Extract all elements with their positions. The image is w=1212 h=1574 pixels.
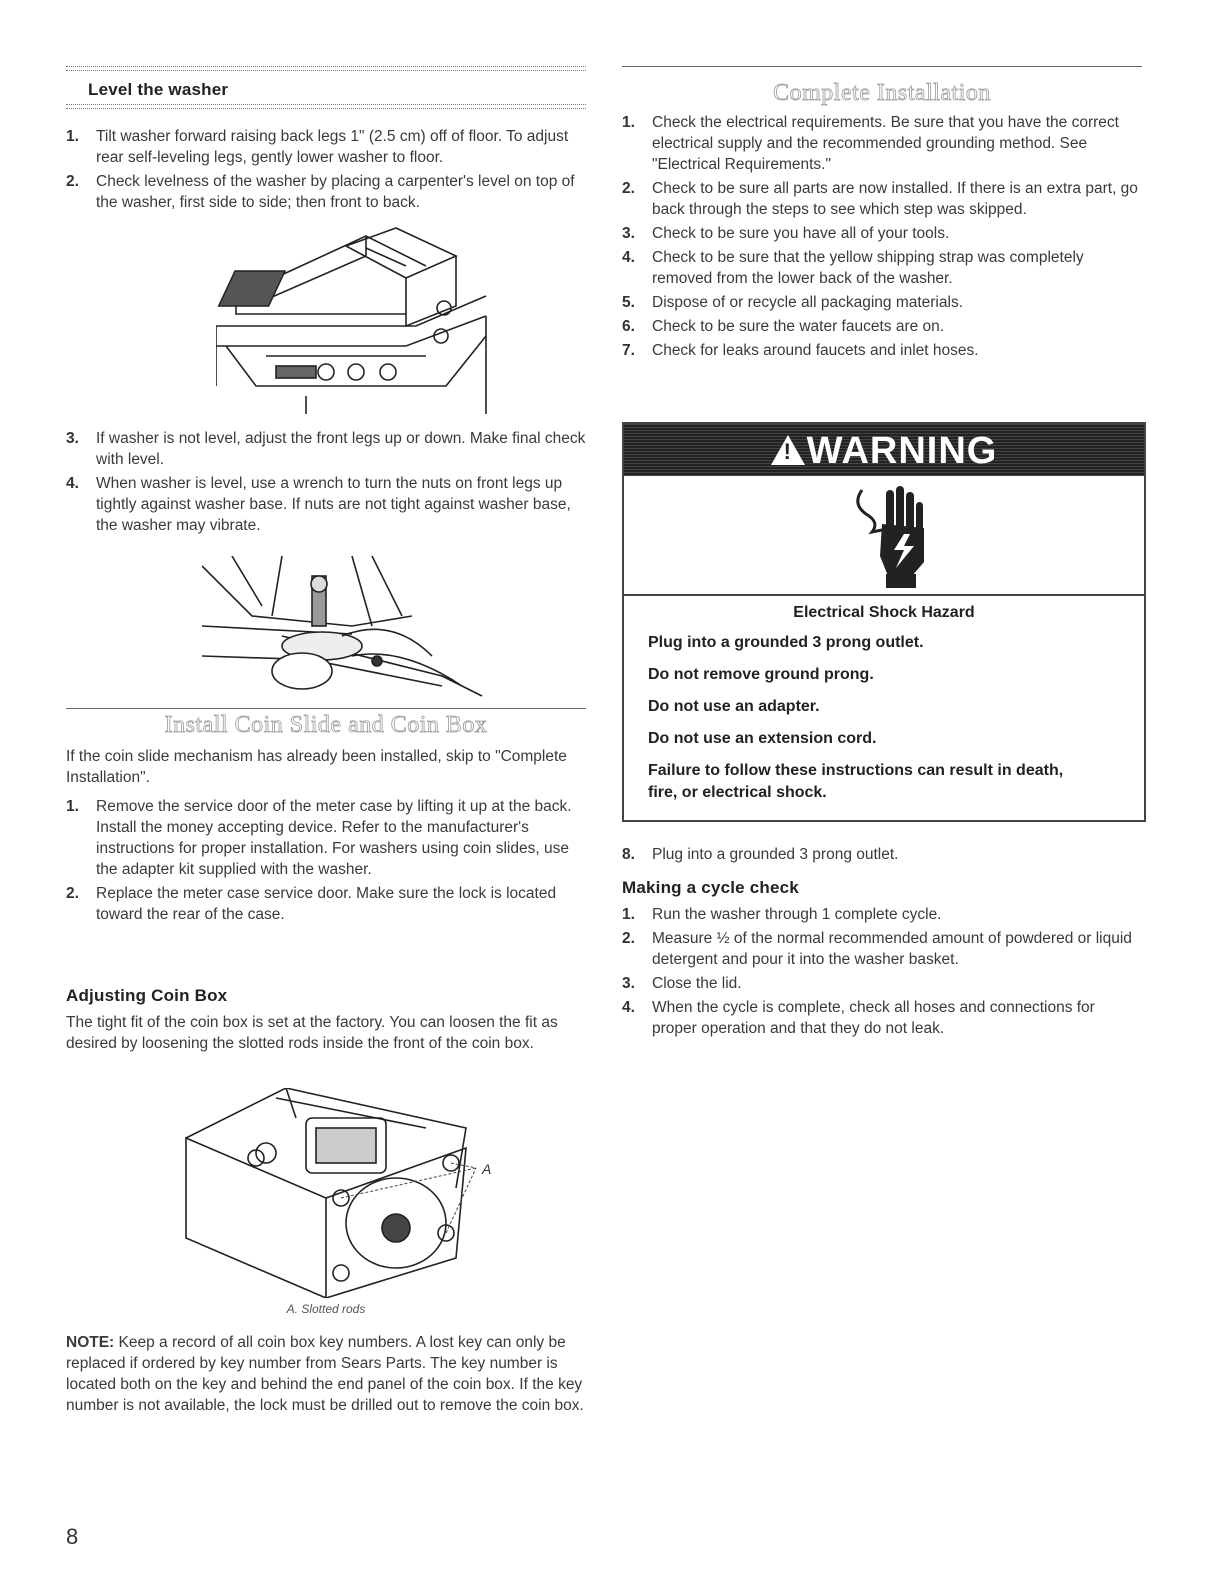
- list-item: [66, 126, 586, 168]
- list-number: 1.: [622, 114, 635, 131]
- list-text: Run the washer through 1 complete cycle.: [652, 906, 942, 923]
- warning-line: Plug into a grounded 3 prong outlet.: [648, 634, 924, 651]
- warning-line: Do not use an extension cord.: [648, 730, 877, 747]
- step-8-list: [622, 844, 1142, 868]
- list-text: If washer is not level, adjust the front legs up or down. Make final check with level.: [96, 430, 586, 468]
- list-item: [622, 904, 1142, 925]
- list-item: [622, 997, 1142, 1039]
- list-number: 3.: [622, 225, 635, 242]
- list-number: 3.: [622, 975, 635, 992]
- warning-title-text: WARNING: [806, 430, 998, 472]
- list-item: [622, 223, 1142, 244]
- list-text: Check to be sure you have all of your tools.: [652, 225, 950, 242]
- list-number: 6.: [622, 318, 635, 335]
- list-text: When the cycle is complete, check all hoses and connections for proper operation and that they do not leak.: [652, 999, 1095, 1037]
- section-rule: [66, 708, 586, 709]
- note-label: NOTE:: [66, 1334, 115, 1351]
- coin-steps-list: [66, 796, 586, 928]
- list-text: Check levelness of the washer by placing a carpenter's level on top of the washer, first side to side; then front to back.: [96, 173, 575, 211]
- warning-icon-area: [624, 476, 1144, 596]
- list-text: Measure ½ of the normal recommended amount of powdered or liquid detergent and pour it into the washer basket.: [652, 930, 1132, 968]
- list-number: 2.: [622, 930, 635, 947]
- list-item: [622, 340, 1142, 361]
- list-item: [622, 112, 1142, 175]
- cycle-steps-list: [622, 904, 1142, 1042]
- warning-line: fire, or electrical shock.: [648, 784, 827, 801]
- warning-title: [624, 430, 1144, 473]
- list-text: Check to be sure the water faucets are on.: [652, 318, 945, 335]
- note-paragraph: [66, 1332, 586, 1416]
- warning-line: Failure to follow these instructions can result in death,: [648, 762, 1064, 779]
- list-item: [622, 973, 1142, 994]
- warning-line: Do not use an adapter.: [648, 698, 820, 715]
- adjusting-coin-box-heading: Adjusting Coin Box: [66, 986, 228, 1005]
- list-text: Remove the service door of the meter case by lifting it up at the back. Install the money accepting device. Refer to the manufacturer's instructions for proper installation. For washers using coin slides, use the adapter kit supplied with the washer.: [96, 798, 572, 878]
- complete-installation-heading: Complete Installation: [773, 80, 991, 106]
- list-item: [66, 796, 586, 880]
- list-item: [622, 316, 1142, 337]
- level-steps-list: [66, 126, 586, 216]
- list-item: [622, 844, 1142, 865]
- list-item: [622, 178, 1142, 220]
- list-item: [622, 928, 1142, 970]
- complete-steps-list: [622, 112, 1142, 364]
- warning-box: [622, 422, 1146, 822]
- list-number: 7.: [622, 342, 635, 359]
- level-washer-heading: Level the washer: [88, 80, 229, 99]
- list-text: Replace the meter case service door. Make sure the lock is located toward the rear of the case.: [96, 885, 557, 923]
- washer-level-illustration: [216, 226, 516, 414]
- list-item: [66, 473, 586, 536]
- list-text: Plug into a grounded 3 prong outlet.: [652, 846, 899, 863]
- install-coin-heading: Install Coin Slide and Coin Box: [164, 712, 488, 738]
- page-number: 8: [66, 1524, 79, 1549]
- list-item: [66, 428, 586, 470]
- coin-box-caption: A. Slotted rods: [286, 1302, 366, 1316]
- list-number: 5.: [622, 294, 635, 311]
- adjusting-coin-box-text: The tight fit of the coin box is set at the factory. You can loosen the fit as desired by loosening the slotted rods inside the front of the coin box.: [66, 1014, 558, 1052]
- list-number: 4.: [622, 249, 635, 266]
- wrench-leg-illustration: [202, 556, 492, 704]
- list-item: [66, 171, 586, 213]
- electric-shock-hand-icon: [852, 484, 932, 588]
- coin-box-illustration: [156, 1088, 516, 1298]
- list-item: [622, 292, 1142, 313]
- divider: [66, 104, 586, 109]
- list-number: 8.: [622, 846, 635, 863]
- list-text: Close the lid.: [652, 975, 742, 992]
- list-number: 3.: [66, 430, 79, 447]
- list-number: 4.: [66, 475, 79, 492]
- section-rule: [622, 66, 1142, 67]
- list-text: When washer is level, use a wrench to turn the nuts on front legs up tightly against washer base. If nuts are not tight against washer base, the washer may vibrate.: [96, 475, 571, 534]
- list-number: 4.: [622, 999, 635, 1016]
- list-item: [622, 247, 1142, 289]
- cycle-check-heading: Making a cycle check: [622, 878, 799, 897]
- coin-intro: If the coin slide mechanism has already been installed, skip to "Complete Installation".: [66, 748, 567, 786]
- list-text: Dispose of or recycle all packaging materials.: [652, 294, 963, 311]
- list-text: Check to be sure that the yellow shipping strap was completely removed from the lower back of the washer.: [652, 249, 1084, 287]
- list-text: Tilt washer forward raising back legs 1" (2.5 cm) off of floor. To adjust rear self-leveling legs, gently lower washer to floor.: [96, 128, 569, 166]
- list-text: Check the electrical requirements. Be sure that you have the correct electrical supply and the recommended grounding method. See "Electrical Requirements.": [652, 114, 1119, 173]
- list-number: 2.: [622, 180, 635, 197]
- level-steps-list-2: [66, 428, 586, 539]
- list-text: Check for leaks around faucets and inlet hoses.: [652, 342, 979, 359]
- list-item: [66, 883, 586, 925]
- list-number: 1.: [66, 128, 79, 145]
- note-text: Keep a record of all coin box key numbers. A lost key can only be replaced if ordered by key number from Sears Parts. The key number is located both on the key and behind the end panel of the coin box. If the key number is not available, the lock must be drilled out to remove the coin box.: [66, 1334, 584, 1414]
- warning-banner: [624, 424, 1144, 476]
- hazard-title: Electrical Shock Hazard: [793, 604, 975, 621]
- figure-label-a: A: [482, 1161, 492, 1177]
- warning-line: Do not remove ground prong.: [648, 666, 874, 683]
- list-number: 1.: [622, 906, 635, 923]
- list-number: 2.: [66, 173, 79, 190]
- list-number: 2.: [66, 885, 79, 902]
- divider: [66, 66, 586, 71]
- warning-triangle-icon: [771, 435, 805, 465]
- list-text: Check to be sure all parts are now installed. If there is an extra part, go back through the steps to see which step was skipped.: [652, 180, 1138, 218]
- list-number: 1.: [66, 798, 79, 815]
